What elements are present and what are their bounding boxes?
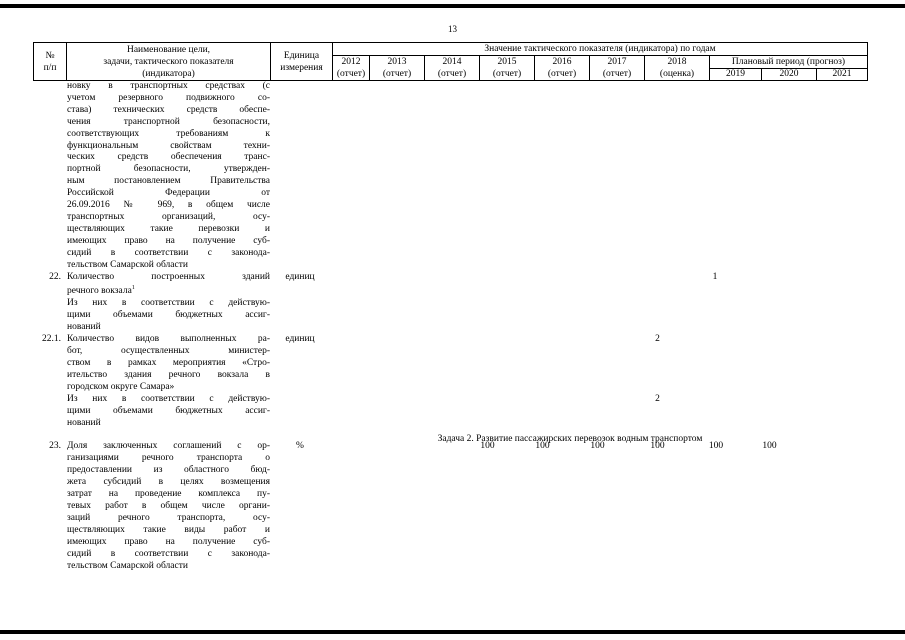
continuation-row [33, 81, 867, 272]
value-2019: 1 [712, 271, 718, 282]
value-2020: 100 [762, 441, 777, 452]
header-year-2013: 2013 (отчет) [370, 56, 425, 81]
header-plan-title: Плановый период (прогноз) [710, 56, 868, 69]
row-unit: единиц [285, 334, 315, 345]
value-2017: 100 [590, 441, 605, 452]
value-2016: 100 [535, 441, 550, 452]
task-2-heading: Задача 2. Развитие пассажирских перевозок водным транспортом [437, 434, 703, 444]
row-number: 23. [49, 441, 61, 452]
footnote-mark: 1 [131, 285, 135, 292]
header-year-2012: 2012 (отчет) [333, 56, 370, 81]
value-2019: 100 [708, 441, 724, 452]
table-row-23 [33, 441, 867, 572]
table-header [33, 42, 868, 81]
row-name: Количество построенных зданий речного вокзала$^1$ Из них в соответствии с действую- щими объемами бюджетных ассиг- нований [67, 271, 270, 333]
header-year-2016: 2016 (отчет) [535, 56, 590, 81]
header-year-2018: 2018 (оценка) [645, 56, 710, 81]
header-plan-2020: 2020 [762, 69, 817, 81]
table-row-22-1 [33, 334, 867, 429]
header-plan-2019: 2019 [710, 69, 762, 81]
header-values-title: Значение тактического показателя (индикатора) по годам [333, 43, 868, 56]
value-2018: 100 [650, 441, 665, 452]
sub-value-2018: 2 [655, 393, 660, 404]
value-2018: 2 [655, 334, 660, 345]
header-name: Наименование цели, задачи, тактического показателя (индикатора) [67, 43, 271, 81]
row-number: 22.1. [42, 334, 61, 345]
header-plan-2021: 2021 [817, 69, 868, 81]
top-border [0, 4, 905, 8]
row-name: Доля заключенных соглашений с ор- ганизациями речного транспорта о предоставлении из областного бюд- жета субсидий в целях возмещения затрат на проведение комплекса пу- тевых работ в общем числе органи- заций речного транспорта, осу- ществляющих такие виды работ и имеющих право на получение суб- сидий в соответствии с законода- тельством Самарской области [67, 441, 270, 571]
bottom-border [0, 630, 905, 634]
row-number: 22. [49, 271, 61, 282]
row-unit: единиц [285, 271, 315, 282]
value-2015: 100 [480, 441, 495, 452]
header-year-2015: 2015 (отчет) [480, 56, 535, 81]
row-name: Количество видов выполненных ра- бот, осуществленных министер- ством в рамках мероприятия «Стро- ительство здания речного вокзала в городском округе Самара» Из них в соответствии с действую- щими объемами бюджетных ассиг- нований [67, 334, 270, 428]
header-unit: Единица измерения [271, 43, 333, 81]
table-row-22 [33, 272, 867, 335]
header-year-2017: 2017 (отчет) [590, 56, 645, 81]
row-unit: % [296, 441, 304, 452]
table-body [33, 81, 867, 572]
header-num: № п/п [34, 43, 67, 81]
page-number: 13 [448, 24, 457, 34]
continuation-text: новку в транспортных средствах (с учетом резервного подвижного со- става) технических средств обеспе- чения транспортной безопасности, соответствующих требованиям к функциональным свойствам техни- ческих средств обеспечения транс- портной безопасности, утвержден- ным постановлением Правительства Российской Федерации от 26.09.2016 № 969, в общем числе транспортных организаций, осу- ществляющих такие перевозки и имеющих право на получение суб- сидий в соответствии с законода- тельством Самарской области [67, 81, 270, 270]
header-year-2014: 2014 (отчет) [425, 56, 480, 81]
